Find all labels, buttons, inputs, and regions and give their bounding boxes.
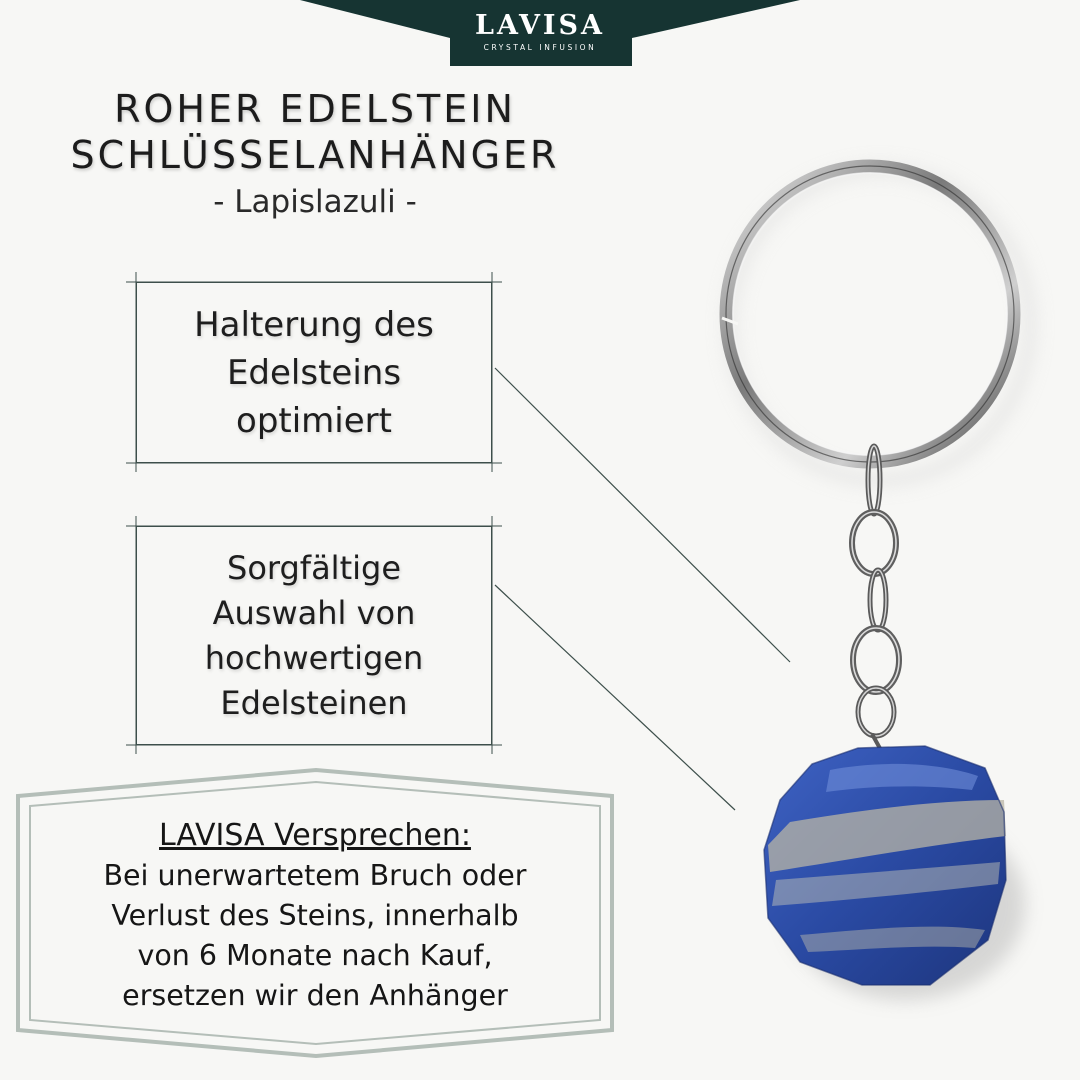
promise-text-line: ersetzen wir den Anhänger [122,979,508,1012]
feature-text-line: hochwertigen [204,638,424,677]
feature-text-line: Auswahl von [212,593,416,632]
promise-text-line: von 6 Monate nach Kauf, [137,939,493,972]
headline-line-2: SCHLÜSSELANHÄNGER [70,133,560,177]
split-ring [726,166,1014,462]
leader-line-1 [495,368,790,662]
promise-text-line: Verlust des Steins, innerhalb [111,899,519,932]
feature-box-mounting [136,282,492,463]
keychain-illustration [722,166,1030,1000]
feature-box-selection [136,526,492,745]
promise-text-line: Bei unerwartetem Bruch oder [103,859,527,892]
headline-subtitle: - Lapislazuli - [213,184,417,220]
brand-name: LAVISA [475,10,605,41]
feature-text-line: Halterung des [194,304,434,345]
brand-tagline: CRYSTAL INFUSION [483,43,597,52]
promise-title: LAVISA Versprechen: [159,818,471,853]
feature-text-line: Edelsteinen [220,683,408,722]
leader-line-2 [495,585,735,810]
promise-box [32,814,598,1034]
feature-text-line: Sorgfältige [227,548,401,587]
feature-text-line: optimiert [236,400,392,441]
headline-line-1: ROHER EDELSTEIN [114,87,516,131]
feature-text-line: Edelsteins [226,352,402,393]
